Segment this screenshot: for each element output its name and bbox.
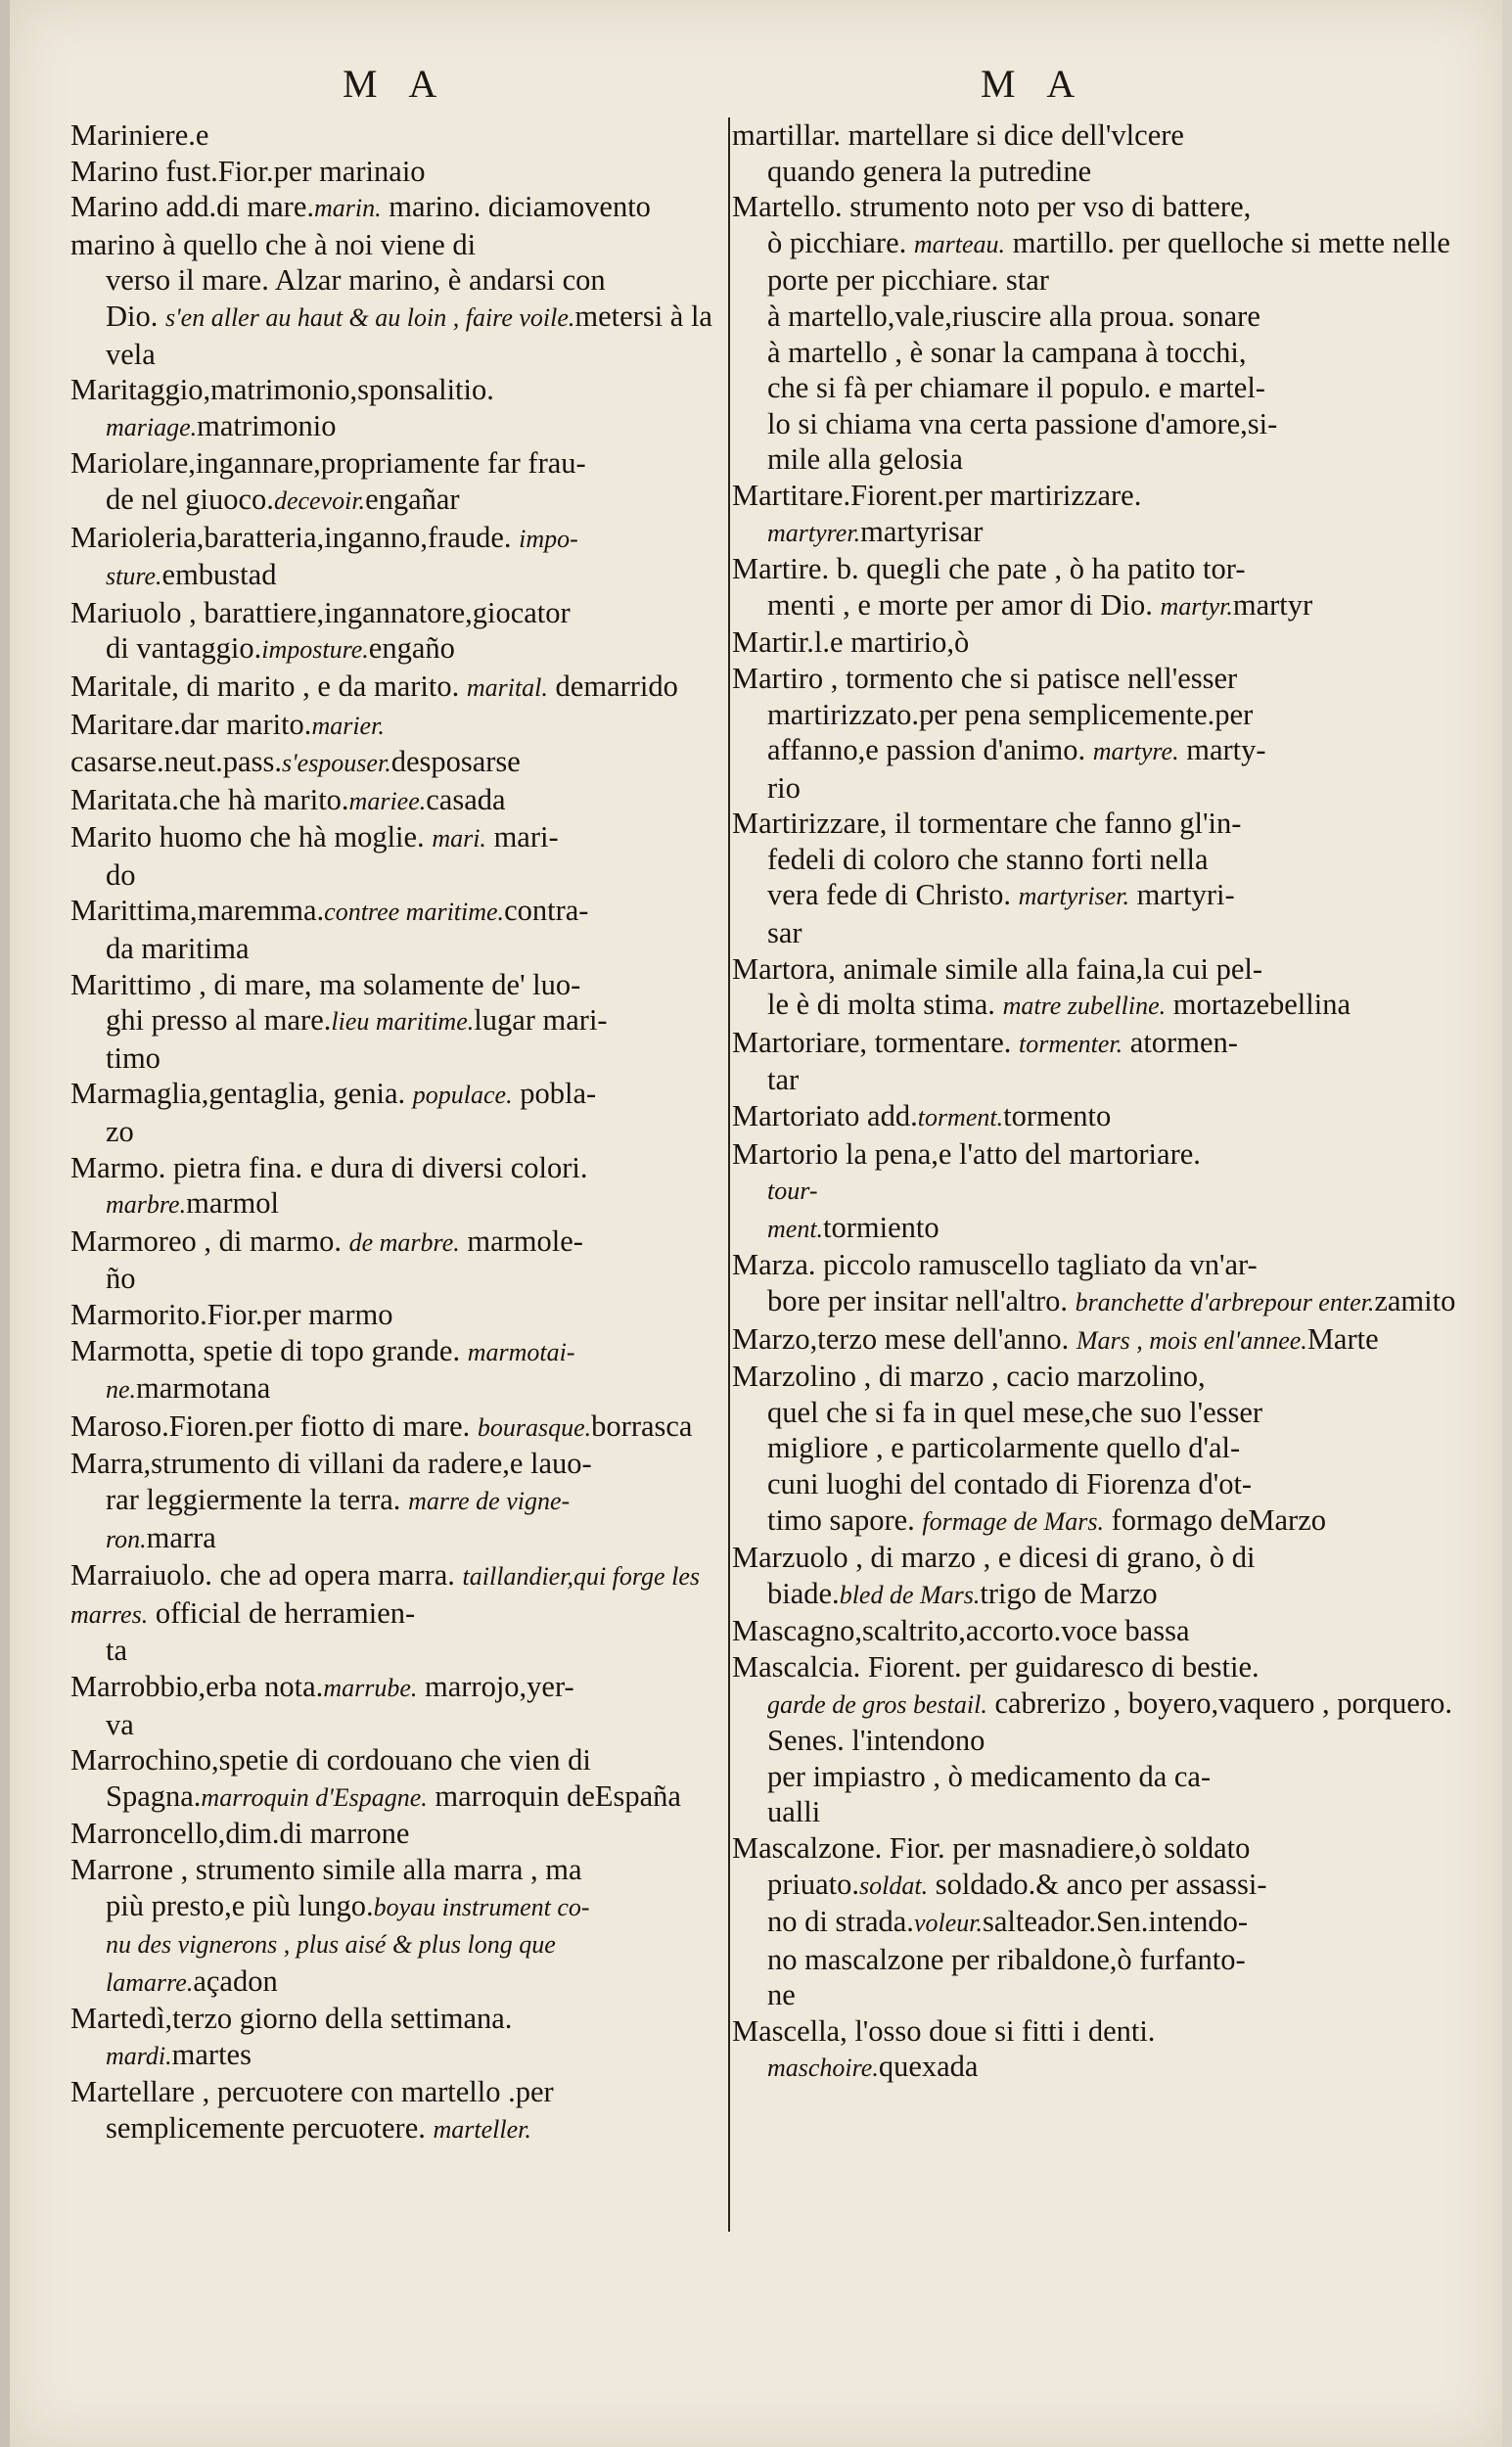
entry-text: Martiro , tormento che si patisce nell'esser [732, 661, 1238, 695]
dictionary-entry [70, 2074, 716, 2147]
dictionary-entry [70, 669, 716, 707]
dictionary-entry [70, 117, 716, 154]
entry-text: embustad [161, 558, 277, 592]
entry-text: Marioleria,baratteria,inganno,fraude. [70, 520, 520, 554]
dictionary-entry [70, 1297, 716, 1333]
entry-text: Martorio la pena,e l'atto del martoriare. [732, 1136, 1201, 1171]
entry-text: casada [426, 782, 506, 816]
entry-text: verso il mare. Alzar marino, è andarsi con [106, 263, 606, 298]
entry-text: marmole- [459, 1224, 583, 1258]
entry-text: España [594, 1778, 681, 1813]
entry-text: Marmotta, spetie di topo grande. [70, 1333, 468, 1367]
right-column [724, 117, 1468, 2087]
entry-text: Mariniere.e [70, 118, 209, 152]
french-gloss: marteller. [433, 2115, 531, 2145]
entry-text: Marzo,terzo mese dell'anno. [732, 1321, 1077, 1356]
entry-text: Martirizzare, il tormentare che fanno gl'in- [732, 807, 1242, 841]
entry-text: Mariolare,ingannare,propriamente far frau- [70, 446, 586, 481]
entry-text: quando genera la putredine [767, 154, 1092, 188]
dictionary-entry [724, 189, 1468, 478]
french-gloss: martyre. [1092, 737, 1179, 766]
french-gloss: marre de vigne- [408, 1486, 571, 1515]
entry-text: mile alla gelosia [767, 442, 963, 477]
french-gloss: marmotai- [467, 1337, 575, 1366]
entry-text: biade. [767, 1576, 840, 1610]
entry-text: ualli [767, 1795, 821, 1829]
entry-text: martillar. martellare si dice dell'vlcere [732, 118, 1184, 152]
entry-text: soldado.& anco per assassi- [928, 1867, 1267, 1901]
french-gloss: l'annee. [1227, 1325, 1307, 1355]
french-gloss: tour- [767, 1177, 818, 1206]
entry-text: quel che si fa in quel mese,che suo l'esser [767, 1395, 1263, 1429]
entry-text: engañar [365, 482, 460, 516]
dictionary-entry [724, 1649, 1468, 1830]
dictionary-page [10, 0, 1502, 2447]
french-gloss: impo- [519, 524, 578, 553]
french-gloss: marteau. [913, 229, 1006, 258]
page-edge [0, 0, 10, 2447]
entry-text: Maritaggio,matrimonio,sponsalitio. [70, 373, 494, 407]
entry-text: martyri- [1129, 878, 1235, 912]
french-gloss: pour enter. [1263, 1288, 1375, 1316]
dictionary-entry [70, 893, 716, 966]
dictionary-entry [70, 189, 716, 372]
entry-text: Dio. [106, 299, 165, 333]
entry-text: ne [767, 1978, 796, 2012]
entry-text: semplicemente percuotere. [106, 2111, 434, 2146]
entry-text: mari- [485, 820, 559, 854]
entry-text: Marmaglia,gentaglia, genia. [70, 1077, 413, 1111]
entry-text: sar [767, 916, 802, 950]
entry-text: timo sapore. [767, 1502, 923, 1537]
entry-text: ta [106, 1634, 128, 1668]
entry-text: marrojo,yer- [417, 1669, 574, 1703]
french-gloss: de marbre. [348, 1227, 460, 1257]
dictionary-entry [724, 624, 1468, 661]
dictionary-entry [724, 1321, 1468, 1360]
entry-text: Martellare , percuotere con martello .per [70, 2075, 554, 2109]
dictionary-entry [70, 520, 716, 595]
entry-text: Marrone , strumento simile alla marra , ma [70, 1852, 582, 1886]
entry-text: açadon [193, 1963, 278, 1998]
entry-text: salteador.Sen.intendo- [982, 1905, 1249, 1939]
dictionary-entry [724, 1136, 1468, 1248]
dictionary-entry [70, 1408, 716, 1447]
entry-text: più presto,e più lungo. [106, 1888, 374, 1922]
entry-text: atormen- [1123, 1025, 1238, 1059]
entry-text: Maritale, di marito , e da marito. [70, 669, 467, 703]
entry-text: fedeli di coloro che stanno forti nella [767, 842, 1209, 876]
french-gloss: ron. [106, 1524, 147, 1553]
dictionary-entry [724, 1025, 1468, 1098]
entry-text: contra- [504, 894, 589, 928]
entry-text: Mariuolo , barattiere,ingannatore,giocator [70, 595, 571, 629]
entry-text: Marzo [1248, 1502, 1326, 1537]
french-gloss: mariage. [106, 412, 198, 441]
dictionary-entry [70, 1852, 716, 2001]
entry-text: priuato. [767, 1867, 860, 1901]
dictionary-entry [724, 1613, 1468, 1649]
entry-text: Marte [1306, 1321, 1379, 1356]
dictionary-entry [724, 551, 1468, 624]
dictionary-entry [724, 2013, 1468, 2087]
dictionary-entry [70, 1557, 716, 1669]
french-gloss: marbre. [106, 1190, 187, 1220]
entry-text: martirizzato.per pena semplicemente.per [767, 697, 1254, 731]
entry-text: Martello. strumento noto per vso di battere, [732, 190, 1252, 224]
entry-text: official de herramien- [148, 1595, 416, 1630]
french-gloss: soldat. [859, 1870, 929, 1900]
dictionary-entry [70, 372, 716, 445]
dictionary-entry [70, 1224, 716, 1297]
entry-text: Marino fust.Fior.per marinaio [70, 154, 426, 188]
french-gloss: populace. [412, 1081, 513, 1110]
french-gloss: formage de Mars. [922, 1506, 1104, 1536]
french-gloss: branchette d'arbre [1075, 1288, 1264, 1316]
entry-text: casarse.neut.pass. [70, 745, 282, 779]
dictionary-entry [70, 1742, 716, 1816]
dictionary-entry [724, 661, 1468, 806]
french-gloss: marier. [311, 711, 385, 740]
entry-text: timo [106, 1040, 160, 1075]
dictionary-entry [724, 806, 1468, 950]
french-gloss: garde de gros bestail. [767, 1689, 987, 1719]
french-gloss: marroquin d'Espagne. [201, 1782, 428, 1812]
french-gloss: marital. [466, 672, 548, 702]
entry-text: rar leggiermente la terra. [106, 1482, 409, 1516]
entry-text: marroquin de [427, 1778, 595, 1813]
entry-text: marty- [1178, 733, 1266, 767]
entry-text: cabrerizo , boyero, [986, 1685, 1219, 1720]
french-gloss: s'espouser. [281, 749, 391, 778]
dictionary-entry [724, 951, 1468, 1025]
dictionary-entry [70, 967, 716, 1077]
entry-text: Martedì,terzo giorno della settimana. [70, 2002, 513, 2036]
entry-text: metersi à la vela [106, 299, 712, 371]
entry-text: le è di molta stima. [767, 988, 1003, 1022]
french-gloss: Mars , mois en [1076, 1325, 1228, 1355]
entry-text: Marroncello,dim.di marrone [70, 1817, 410, 1851]
entry-text: tormiento [823, 1210, 939, 1244]
dictionary-entry [70, 1076, 716, 1149]
dictionary-entry [70, 707, 716, 782]
entry-text: borrasca [591, 1408, 693, 1443]
entry-text: Maritare.dar marito. [70, 707, 312, 741]
entry-text: lo si chiama vna certa passione d'amore,si- [767, 406, 1278, 440]
entry-text: Mascagno,scaltrito,accorto.voce bassa [732, 1614, 1190, 1648]
french-gloss: tormenter. [1019, 1029, 1123, 1058]
entry-text: zo [106, 1115, 134, 1149]
entry-text: morta [1166, 988, 1243, 1022]
dictionary-entry [724, 478, 1468, 551]
entry-text: lugar mari- [474, 1003, 608, 1038]
entry-text: affanno,e passion d'animo. [767, 733, 1093, 767]
dictionary-entry [724, 1098, 1468, 1136]
french-gloss: mariee. [348, 786, 427, 815]
entry-text: pobla- [512, 1077, 597, 1111]
french-gloss: boyau instrument co- [373, 1892, 590, 1921]
entry-text: Martoriato add. [732, 1099, 918, 1133]
dictionary-entry [724, 1540, 1468, 1613]
entry-text: marmotana [136, 1371, 271, 1406]
entry-text: per impiastro , ò medicamento da ca- [767, 1759, 1212, 1793]
entry-text: Maroso.Fioren.per fiotto di mare. [70, 1408, 478, 1443]
entry-text: Marzuolo , di marzo , e dicesi di grano, ò di [732, 1541, 1256, 1575]
entry-text: Marza. piccolo ramuscello tagliato da vn'ar- [732, 1248, 1258, 1282]
dictionary-entry [70, 1150, 716, 1224]
entry-text: Martoriare, tormentare. [732, 1025, 1019, 1059]
entry-text: Marito huomo che hà moglie. [70, 820, 433, 854]
entry-text: ò picchiare. [767, 225, 914, 259]
entry-text: da maritima [106, 932, 250, 966]
french-gloss: martyrer. [767, 518, 861, 547]
entry-text: engaño [368, 631, 455, 666]
entry-text: bore per insitar nell'altro. [767, 1284, 1076, 1317]
entry-text: marino. diciamo [381, 190, 585, 224]
dictionary-entry [724, 1359, 1468, 1540]
entry-text: marra [146, 1520, 216, 1554]
entry-text: do [106, 857, 136, 892]
entry-text: de nel giuoco. [106, 482, 274, 516]
entry-text: Martir.l.e martirio,ò [732, 625, 970, 660]
running-head-left: M A [343, 62, 449, 106]
french-gloss: voleur. [913, 1909, 983, 1938]
dictionary-entry [70, 1446, 716, 1557]
dictionary-entry [724, 1830, 1468, 2013]
entry-text: menti , e morte per amor di Dio. [767, 587, 1161, 622]
entry-text: Marmoreo , di marmo. [70, 1224, 349, 1258]
entry-text: vera fede di Christo. [767, 878, 1019, 912]
dictionary-entry [724, 117, 1468, 189]
entry-text: Maritata.che hà marito. [70, 782, 349, 816]
entry-text: Martitare.Fiorent.per martirizzare. [732, 478, 1142, 512]
dictionary-entry [70, 595, 716, 669]
french-gloss: ne. [106, 1375, 137, 1405]
entry-text: va [106, 1707, 134, 1741]
entry-text: no di strada. [767, 1905, 914, 1939]
left-column [70, 117, 716, 2148]
french-gloss: bled de Mars. [839, 1580, 981, 1609]
french-gloss: marre. [125, 1967, 194, 1997]
entry-text: Marittimo , di mare, ma solamente de' luo- [70, 967, 581, 1001]
french-gloss: martyriser. [1018, 882, 1130, 911]
entry-text: trigo de Marzo [980, 1576, 1158, 1610]
french-gloss: marrube. [323, 1673, 418, 1702]
french-gloss: imposture. [261, 635, 369, 665]
french-gloss: contree maritime. [324, 898, 505, 927]
entry-text: cuni luoghi del contado di Fiorenza d'ot- [767, 1466, 1253, 1501]
french-gloss: sture. [106, 562, 162, 591]
entry-text: di vantaggio. [106, 631, 262, 666]
dictionary-entry [70, 2001, 716, 2074]
french-gloss: bourasque. [477, 1412, 592, 1442]
dictionary-entry [70, 782, 716, 820]
french-gloss: martyr. [1160, 591, 1233, 621]
entry-text: Marrochino,spetie di cordouano che vien di [70, 1743, 591, 1778]
entry-text: Martire. b. quegli che pate , ò ha patito tor- [732, 552, 1246, 586]
entry-text: tar [767, 1063, 800, 1097]
french-gloss: matre zubelline. [1002, 992, 1167, 1021]
dictionary-entry [70, 1816, 716, 1852]
entry-text: martillo. per quello [1005, 225, 1243, 259]
entry-text: no mascalzone per ribaldone,ò furfanto- [767, 1942, 1246, 1976]
french-gloss: nu des vignerons , plus aisé & plus long que la [106, 1930, 556, 1997]
entry-text: Marmorito.Fior.per marmo [70, 1298, 393, 1331]
french-gloss: mari. [432, 824, 486, 854]
entry-text: ghi presso al mare. [106, 1003, 332, 1038]
entry-text: formago de [1104, 1502, 1249, 1537]
entry-text: Mascella, l'osso doue si fitti i denti. [732, 2013, 1156, 2048]
dictionary-entry [70, 154, 716, 190]
entry-text: che si mette nelle porte per picchiare. star [767, 225, 1450, 298]
entry-text: Marrobbio,erba nota. [70, 1669, 324, 1703]
entry-text: marrido [583, 669, 678, 703]
french-gloss: maschoire. [767, 2054, 879, 2083]
french-gloss: torment. [917, 1103, 1004, 1132]
entry-text: Marittima,maremma. [70, 894, 325, 928]
entry-text: Martora, animale simile alla faina,la cui pel- [732, 951, 1262, 986]
entry-text: Mascalzone. Fior. per masnadiere,ò soldato [732, 1830, 1251, 1865]
entry-text: desposarse [390, 745, 521, 779]
french-gloss: marin. [314, 194, 382, 223]
entry-text: vento marino à quello che à noi viene di [70, 190, 651, 261]
entry-text: Mascalcia. Fiorent. per guidaresco di bestie. [732, 1649, 1260, 1684]
french-gloss: taillandier, [462, 1562, 573, 1592]
entry-text: migliore , e particolarmente quello d'al- [767, 1431, 1241, 1465]
entry-text: zebellina [1242, 988, 1351, 1022]
entry-text: quexada [878, 2050, 979, 2084]
entry-text: vaquero , porquero. Senes. l'intendono [767, 1685, 1452, 1758]
entry-text: zamito [1374, 1284, 1456, 1317]
french-gloss: s'en aller au haut & au loin , faire voile. [165, 302, 575, 332]
french-gloss: qui forge les marres. [70, 1562, 700, 1629]
entry-text: Marraiuolo. che ad opera marra. [70, 1558, 463, 1593]
dictionary-entry [70, 1333, 716, 1408]
running-head-right: M A [981, 62, 1087, 106]
entry-text: martyrisar [860, 514, 984, 548]
entry-text: ño [106, 1262, 136, 1296]
entry-text: de [547, 669, 584, 703]
french-gloss: decevoir. [273, 485, 366, 515]
entry-text: Marra,strumento di villani da radere,e lauo- [70, 1447, 592, 1481]
dictionary-entry [70, 445, 716, 519]
dictionary-entry [724, 1247, 1468, 1320]
entry-text: martes [171, 2037, 252, 2071]
entry-text: rio [767, 770, 801, 805]
entry-text: martyr [1232, 587, 1313, 622]
dictionary-entry [70, 819, 716, 893]
entry-text: Marzolino , di marzo , cacio marzolino, [732, 1360, 1206, 1394]
french-gloss: mardi. [106, 2041, 172, 2070]
entry-text: matrimonio [197, 408, 337, 442]
entry-text: marmol [186, 1186, 279, 1221]
french-gloss: ment. [767, 1214, 824, 1243]
french-gloss: lieu maritime. [331, 1007, 475, 1037]
entry-text: Marino add.di mare. [70, 190, 315, 224]
entry-text: à martello , è sonar la campana à tocchi, [767, 335, 1247, 369]
entry-text: Marmo. pietra fina. e dura di diversi colori. [70, 1150, 588, 1184]
dictionary-entry [70, 1669, 716, 1742]
entry-text: Spagna. [106, 1778, 202, 1813]
entry-text: à martello,vale,riuscire alla proua. sonare [767, 299, 1260, 333]
entry-text: tormento [1003, 1099, 1112, 1133]
entry-text: che si fà per chiamare il populo. e martel- [767, 371, 1265, 405]
